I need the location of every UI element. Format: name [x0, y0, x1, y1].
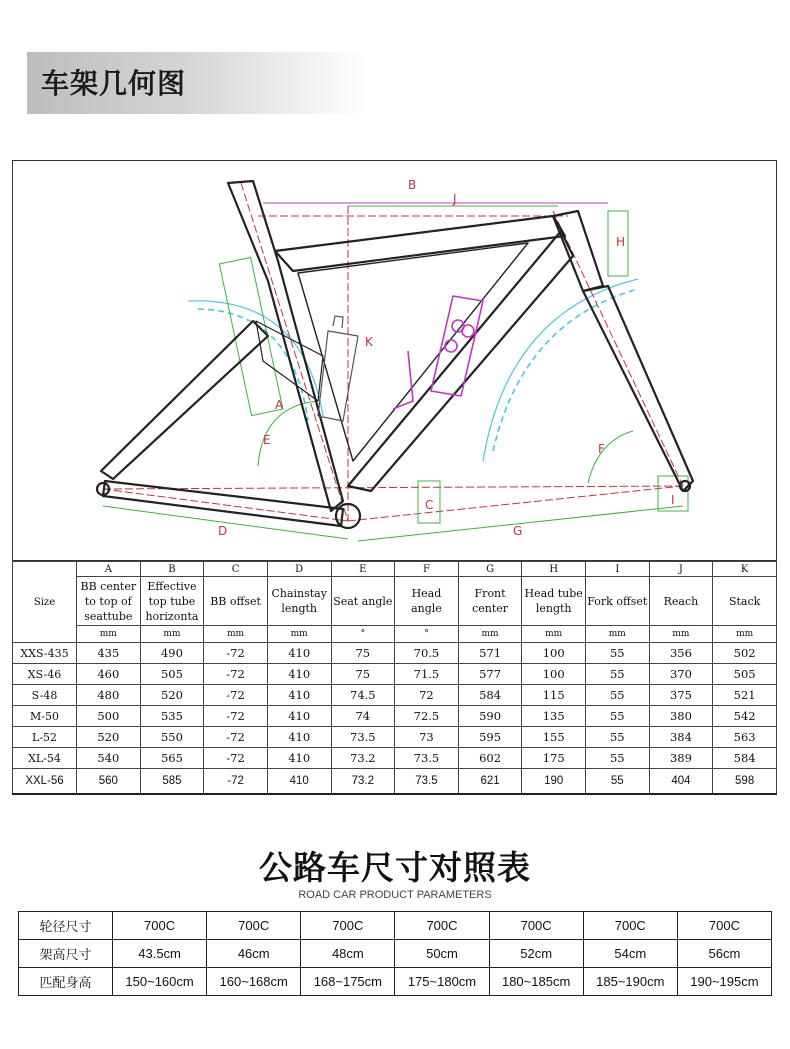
value-cell: 72 [395, 685, 459, 706]
value-cell: 700C [113, 912, 207, 940]
road-section-subtitle: ROAD CAR PRODUCT PARAMETERS [298, 889, 492, 901]
dim-line-steer [553, 211, 683, 486]
col-name: Front center [458, 577, 522, 626]
row-label: 轮径尺寸 [19, 912, 113, 940]
value-cell: 73.2 [331, 769, 395, 795]
header-banner [27, 52, 367, 114]
table-row [13, 685, 777, 706]
value-cell: 370 [649, 664, 713, 685]
value-cell: 55 [586, 685, 650, 706]
value-cell: 598 [713, 769, 777, 795]
table-header-units [13, 626, 777, 643]
value-cell: 700C [489, 912, 583, 940]
col-letter: A [77, 562, 141, 577]
value-cell: 155 [522, 727, 586, 748]
value-cell: 70.5 [395, 643, 459, 664]
value-cell: 384 [649, 727, 713, 748]
value-cell: 55 [586, 643, 650, 664]
value-cell: 460 [77, 664, 141, 685]
col-unit: mm [586, 626, 650, 643]
value-cell: 55 [586, 727, 650, 748]
col-unit: ° [331, 626, 395, 643]
col-unit: mm [522, 626, 586, 643]
value-cell: 46cm [207, 940, 301, 968]
col-name: Effective top tube horizonta [140, 577, 204, 626]
value-cell: 404 [649, 769, 713, 795]
value-cell: 490 [140, 643, 204, 664]
value-cell: 590 [458, 706, 522, 727]
value-cell: -72 [204, 748, 268, 769]
value-cell: 160~168cm [207, 968, 301, 996]
value-cell: 190 [522, 769, 586, 795]
col-letter: D [267, 562, 331, 577]
value-cell: 435 [77, 643, 141, 664]
value-cell: 375 [649, 685, 713, 706]
value-cell: 480 [77, 685, 141, 706]
dim-line-axle [103, 486, 683, 489]
bike-frame [97, 181, 693, 528]
road-params-body [19, 912, 772, 996]
table-row [13, 706, 777, 727]
size-header: Size [13, 562, 77, 643]
value-cell: 700C [395, 912, 489, 940]
value-cell: 595 [458, 727, 522, 748]
value-cell: 585 [140, 769, 204, 795]
value-cell: 100 [522, 664, 586, 685]
col-unit: mm [77, 626, 141, 643]
col-name: Fork offset [586, 577, 650, 626]
value-cell: 700C [677, 912, 771, 940]
table-row [19, 940, 772, 968]
value-cell: 175 [522, 748, 586, 769]
value-cell: 74.5 [331, 685, 395, 706]
size-cell: XXS-435 [13, 643, 77, 664]
col-unit: mm [204, 626, 268, 643]
value-cell: 410 [267, 727, 331, 748]
value-cell: 135 [522, 706, 586, 727]
table-row [19, 912, 772, 940]
value-cell: 150~160cm [113, 968, 207, 996]
value-cell: 175~180cm [395, 968, 489, 996]
col-letter: K [713, 562, 777, 577]
col-name: Reach [649, 577, 713, 626]
value-cell: 55 [586, 664, 650, 685]
dim-label-k: K [365, 335, 373, 349]
geometry-table [12, 561, 777, 795]
row-label: 匹配身高 [19, 968, 113, 996]
value-cell: 50cm [395, 940, 489, 968]
value-cell: 550 [140, 727, 204, 748]
value-cell: -72 [204, 769, 268, 795]
value-cell: 565 [140, 748, 204, 769]
col-letter: H [522, 562, 586, 577]
value-cell: -72 [204, 727, 268, 748]
col-letter: G [458, 562, 522, 577]
frame-drawing [13, 161, 778, 562]
bottle-cage-grey [318, 316, 358, 421]
front-wheel-arc-outer [483, 279, 638, 461]
value-cell: 410 [267, 706, 331, 727]
value-cell: 500 [77, 706, 141, 727]
value-cell: 74 [331, 706, 395, 727]
col-name: Head tube length [522, 577, 586, 626]
col-name: Stack [713, 577, 777, 626]
front-wheel-arc [493, 289, 638, 451]
table-row [13, 727, 777, 748]
value-cell: 380 [649, 706, 713, 727]
dim-label-h: H [616, 235, 626, 249]
col-letter: E [331, 562, 395, 577]
geometry-table-body [13, 643, 777, 795]
col-unit: mm [713, 626, 777, 643]
road-params-table [18, 911, 772, 996]
value-cell: 410 [267, 769, 331, 795]
size-cell: XL-54 [13, 748, 77, 769]
value-cell: 542 [713, 706, 777, 727]
value-cell: 502 [713, 643, 777, 664]
page-title: 车架几何图 [41, 67, 187, 100]
value-cell: 505 [713, 664, 777, 685]
value-cell: 73.5 [331, 727, 395, 748]
dim-line-g [348, 486, 683, 521]
head-angle-arc [588, 431, 633, 483]
value-cell: 521 [713, 685, 777, 706]
value-cell: 356 [649, 643, 713, 664]
value-cell: 43.5cm [113, 940, 207, 968]
value-cell: 73.5 [395, 748, 459, 769]
size-cell: M-50 [13, 706, 77, 727]
table-row [13, 664, 777, 685]
dim-box-a [219, 257, 283, 415]
dim-line-a [241, 183, 348, 521]
value-cell: 535 [140, 706, 204, 727]
row-label: 架高尺寸 [19, 940, 113, 968]
rear-wheel-arc-outer [188, 301, 323, 416]
size-cell: L-52 [13, 727, 77, 748]
value-cell: 71.5 [395, 664, 459, 685]
value-cell: 389 [649, 748, 713, 769]
value-cell: 180~185cm [489, 968, 583, 996]
value-cell: 700C [301, 912, 395, 940]
dim-label-c: C [425, 498, 434, 512]
value-cell: 520 [140, 685, 204, 706]
value-cell: 410 [267, 664, 331, 685]
value-cell: -72 [204, 664, 268, 685]
value-cell: -72 [204, 706, 268, 727]
value-cell: 54cm [583, 940, 677, 968]
value-cell: 700C [207, 912, 301, 940]
col-unit: mm [649, 626, 713, 643]
col-unit: mm [140, 626, 204, 643]
bottle-cage-magenta [393, 296, 483, 409]
value-cell: 563 [713, 727, 777, 748]
value-cell: 72.5 [395, 706, 459, 727]
value-cell: 700C [583, 912, 677, 940]
table-row [19, 968, 772, 996]
col-letter: J [649, 562, 713, 577]
table-row [13, 769, 777, 795]
value-cell: 55 [586, 769, 650, 795]
dim-label-j: J [453, 192, 457, 206]
value-cell: 115 [522, 685, 586, 706]
dim-label-a: A [275, 398, 284, 412]
col-letter: F [395, 562, 459, 577]
value-cell: 185~190cm [583, 968, 677, 996]
value-cell: 410 [267, 685, 331, 706]
table-row [13, 748, 777, 769]
value-cell: 48cm [301, 940, 395, 968]
dim-label-f: F [598, 442, 605, 456]
col-name: BB center to top of seattube [77, 577, 141, 626]
value-cell: 602 [458, 748, 522, 769]
value-cell: 410 [267, 748, 331, 769]
value-cell: 73 [395, 727, 459, 748]
col-unit: mm [267, 626, 331, 643]
col-unit: mm [458, 626, 522, 643]
value-cell: 540 [77, 748, 141, 769]
frame-geometry-diagram [12, 160, 777, 561]
value-cell: 55 [586, 706, 650, 727]
size-cell: XXL-56 [13, 769, 77, 795]
value-cell: 410 [267, 643, 331, 664]
value-cell: 55 [586, 748, 650, 769]
dim-label-g: G [513, 524, 523, 538]
road-section-title: 公路车尺寸对照表 [259, 848, 531, 887]
value-cell: 577 [458, 664, 522, 685]
value-cell: 560 [77, 769, 141, 795]
value-cell: -72 [204, 685, 268, 706]
dim-label-d: D [218, 524, 228, 538]
dim-label-e: E [263, 433, 271, 447]
value-cell: 56cm [677, 940, 771, 968]
table-header-names [13, 577, 777, 626]
value-cell: -72 [204, 643, 268, 664]
col-name: Chainstay length [267, 577, 331, 626]
value-cell: 52cm [489, 940, 583, 968]
col-name: Head angle [395, 577, 459, 626]
value-cell: 584 [713, 748, 777, 769]
value-cell: 571 [458, 643, 522, 664]
value-cell: 505 [140, 664, 204, 685]
value-cell: 621 [458, 769, 522, 795]
table-row [13, 643, 777, 664]
col-letter: B [140, 562, 204, 577]
value-cell: 100 [522, 643, 586, 664]
dim-label-b: B [408, 178, 417, 192]
size-cell: XS-46 [13, 664, 77, 685]
col-name: BB offset [204, 577, 268, 626]
value-cell: 75 [331, 664, 395, 685]
table-header-letters [13, 562, 777, 577]
col-letter: I [586, 562, 650, 577]
value-cell: 75 [331, 643, 395, 664]
value-cell: 73.2 [331, 748, 395, 769]
col-unit: ° [395, 626, 459, 643]
value-cell: 168~175cm [301, 968, 395, 996]
value-cell: 520 [77, 727, 141, 748]
col-name: Seat angle [331, 577, 395, 626]
value-cell: 73.5 [395, 769, 459, 795]
value-cell: 190~195cm [677, 968, 771, 996]
col-letter: C [204, 562, 268, 577]
dim-label-i: I [671, 493, 675, 507]
value-cell: 584 [458, 685, 522, 706]
size-cell: S-48 [13, 685, 77, 706]
